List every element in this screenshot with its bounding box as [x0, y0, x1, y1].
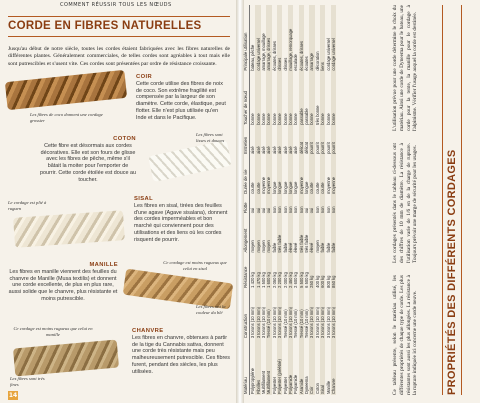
table-cell: drisses [277, 5, 282, 72]
table-cell: élevé [309, 214, 314, 253]
table-cell: bonne [320, 72, 325, 126]
table-cell: aisé [250, 146, 256, 154]
table-cell: décoration [314, 51, 320, 71]
table-cell: non [314, 206, 320, 214]
chanvre-caption-2: Les fibres sont très fines [10, 376, 45, 387]
coton-text: Cette fibre est désormais aux cordes décoratives. Elle est son fours de glisse avec les fibres de pêche, même s'il bâtait la moiter pour l'emporter de pourrir. Cette corde étoilée est douce au toucher. [40, 142, 136, 183]
table-cell: 6 500 kg [304, 272, 310, 288]
table-cell: oui [304, 207, 310, 214]
table-header-cell: Allongement [242, 214, 250, 253]
rotated-table-page [236, 0, 472, 403]
table-cell: délicat [299, 126, 304, 155]
table-cell: non [288, 195, 293, 214]
table-cell: faible [282, 242, 288, 253]
table-cell: courte [250, 182, 256, 194]
table-cell: 250 kg [309, 254, 314, 289]
table-header-cell: Toucher de nœud [242, 72, 250, 126]
table-row [331, 5, 336, 395]
table-cell: moyen [250, 240, 256, 253]
table-cell: Manille [325, 381, 331, 394]
table-cell: 3 torons (10 mm) [250, 306, 256, 339]
table-cell: Polyamide [293, 374, 299, 394]
title-rule-bottom [8, 36, 230, 37]
table-cell: pourrit [331, 126, 336, 155]
table-intro-b: Les cordages présentés dans le tableau ci-dessous ont des chiffres de 10 mm de diamètre. La résistance à l'utilisation varie de 1/6 en de la charge de rupture. Toujours prévoir une marge de sécurité pour les usages. [392, 143, 419, 263]
table-cell: 3 torons (10 mm) [331, 289, 336, 339]
table-cell: non [331, 195, 336, 214]
title-rule [442, 5, 443, 395]
properties-table [242, 5, 336, 395]
table-cell: amarrage, mouillage [260, 33, 266, 71]
chanvre-heading: CHANVRE [132, 328, 164, 334]
table-cell: écoutes, drisses [271, 41, 277, 71]
table-cell: 2 200 kg [277, 254, 282, 289]
table-cell: moyenne [325, 177, 331, 194]
sisal-rope-image [13, 210, 125, 248]
table-cell: non [325, 206, 331, 214]
table-cell: longue [277, 155, 282, 195]
running-head: COMMENT RÉUSSIR TOUS LES NŒUDS [60, 2, 172, 8]
table-cell: courte [255, 155, 260, 195]
table-cell: bonne [271, 113, 277, 125]
table-cell: bonne [266, 72, 271, 126]
table-cell: 2 000 kg [282, 272, 288, 288]
table-cell: moyenne [260, 177, 266, 194]
table-cell: longue [288, 155, 293, 195]
table-body [250, 5, 337, 395]
table-cell: 600 kg [320, 254, 325, 289]
chanvre-block [132, 328, 230, 376]
table-cell: amarrage [309, 5, 314, 72]
table-cell: bonne [331, 72, 336, 126]
table-cell: écoutes [304, 56, 310, 71]
table-title: PROPRIÉTÉS DES DIFFÉRENTS CORDAGES [446, 149, 458, 395]
table-cell: Polypropylène [250, 368, 256, 394]
table-cell: 3 torons (10 mm) [325, 306, 331, 339]
table-cell: pourrit [309, 126, 314, 155]
table-cell: très bonne [314, 105, 320, 125]
table-cell: aisé [255, 126, 260, 155]
table-cell: 2 050 kg [271, 272, 277, 288]
table-cell: bonne [293, 113, 299, 125]
table-cell: moyen [260, 240, 266, 253]
table-cell: écoutes, drisses [299, 5, 304, 72]
table-cell: délicat [304, 142, 310, 154]
sisal-text: Les fibres en sisal, tirées des feuilles d'une agave (Agave sisalana), donnent des cordes imperméables et bon marché qui conviennent pour des utilisations et des liens où les cordes risquent de pourrir. [134, 202, 228, 243]
table-cell: longue [282, 181, 288, 194]
table-cell: aisé [260, 146, 266, 154]
table-cell: non [271, 206, 277, 214]
table-cell: Polyester [271, 376, 277, 394]
table-cell: faible [271, 242, 277, 253]
table-cell: Polyester (préétiré) [277, 339, 282, 395]
table-cell: Polyester [282, 376, 288, 394]
table-cell: Aramide [299, 339, 304, 395]
chanvre-caption: Ce cordage est moins rugueux que celui en manille [13, 326, 93, 337]
coton-caption: Les fibres sont lisses et douces [196, 132, 225, 143]
table-cell: cordage universel [331, 5, 336, 72]
table-cell: Tressé (10 mm) [282, 309, 288, 339]
page-title: CORDE EN FIBRES NATURELLES [8, 20, 202, 32]
table-cell: aisé [266, 126, 271, 155]
table-cell: 3 torons (10 mm) [314, 306, 320, 339]
table-cell: non [299, 195, 304, 214]
table-cell: bonne [282, 113, 288, 125]
coir-caption: Les fibres de coco donnent une cordage grossier [30, 112, 103, 123]
table-cell: bonne [277, 72, 282, 126]
table-cell: bonne [288, 72, 293, 126]
coir-block [136, 74, 230, 122]
table-cell: Polyamide [288, 339, 293, 395]
coir-rope-image [5, 70, 127, 110]
table-cell: très faible [304, 234, 310, 253]
intro-paragraph: Jusqu'au début de notre siècle, toutes les cordes étaient fabriquées avec les fibres naturelles de différentes plantes. Généralement commerciales, de telles cordes sont agréables à tout mais elle sont putrescibles et s'usent vite. Ces cordes sont présentées par ordre de résistance croissante. [8, 46, 230, 67]
table-cell: Fibrilles [255, 339, 260, 395]
table-cell: faible [325, 242, 331, 253]
table-cell: longue [271, 181, 277, 194]
table-cell: moyen [255, 214, 260, 253]
table-header-cell: Durée de vie [242, 155, 250, 195]
title-rule-top [8, 16, 230, 17]
coton-heading: COTON [113, 136, 136, 142]
chanvre-rope-image [13, 340, 119, 377]
coton-block [40, 136, 136, 184]
table-cell: très faible [299, 214, 304, 253]
table-cell: 3 torons (10 mm) [271, 306, 277, 339]
table-cell: Tressé (10 mm) [266, 289, 271, 339]
table-cell: longue [304, 181, 310, 194]
table-cell: 1 500 kg [260, 272, 266, 288]
table-header-cell: Matériau [242, 339, 250, 395]
table-cell: passable [299, 72, 304, 126]
table-cell: 400 kg [314, 275, 320, 288]
table-cell: faible [331, 214, 336, 253]
table-cell: amarrage, drisses [266, 5, 271, 72]
table-cell: bonne [325, 113, 331, 125]
table-cell: non [293, 206, 299, 214]
manille-heading: MANILLE [89, 262, 118, 268]
table-cell: non [282, 206, 288, 214]
table-header-cell: Flotte [242, 195, 250, 214]
table-cell: oui [250, 207, 256, 214]
table-cell: courte [314, 182, 320, 194]
table-cell: bonne [309, 72, 314, 126]
table-cell: Tressé (10 mm) [299, 289, 304, 339]
table-cell: mouillage, remorquage [288, 5, 293, 72]
table-cell: bonne [260, 113, 266, 125]
table-cell: aisé [288, 126, 293, 155]
table-cell: Dyneema [304, 376, 310, 394]
table-cell: Coir [309, 339, 314, 395]
sisal-heading: SISAL [134, 196, 154, 202]
table-cell: pourrit [325, 142, 331, 154]
table-cell: Tressé (10 mm) [293, 309, 299, 339]
table-intro-c: L'utilisation prévue pour une corde détermine le choix du matériau. Ainsi une corde de Dyneema pour le bateau, une corde pour la tente, la manille pour le cordage à l'alpinisme. Vérifier l'usage auquel la corde est destinée. [392, 5, 419, 131]
left-page [0, 0, 236, 403]
table-cell: bonne [250, 113, 256, 125]
sisal-block [134, 196, 230, 244]
table-intro-a: Ce tableau présente, selon le matériau utilisé, les différentes propriétés de chaque type de corde. Les plus résistantes sont aussi les plus allongées. La résistance à la rupture indiquée ici concerne une corde neuve. [392, 275, 419, 395]
table-cell: aisé [271, 146, 277, 154]
table-cell: aisé [293, 146, 299, 154]
table-cell: moyen [266, 214, 271, 253]
table-cell: pourrit [320, 126, 325, 155]
table-cell: 3 torons (10 mm) [288, 289, 293, 339]
table-cell: non [277, 195, 282, 214]
table-cell: Tressé (10 mm) [304, 309, 310, 339]
table-header-cell: Construction [242, 289, 250, 339]
table-cell: oui [260, 207, 266, 214]
table-cell: pourrit [314, 142, 320, 154]
table-cell: oui [266, 195, 271, 214]
table-cell: Multifilament [260, 371, 266, 394]
table-cell: 3 torons (10 mm) [309, 289, 314, 339]
table-cell: cordage universel [255, 5, 260, 72]
table-cell: aisé [282, 146, 288, 154]
table-cell: faible [320, 214, 325, 253]
manille-block [8, 262, 118, 303]
table-header-cell: Principale utilisation [242, 5, 250, 72]
table-cell: 1 470 kg [255, 254, 260, 289]
table-cell: courte [309, 155, 314, 195]
coir-heading: COIR [136, 74, 153, 80]
sisal-caption: Le cordage est plié à ruguen [8, 200, 47, 211]
table-cell: 850 kg [331, 254, 336, 289]
table-cell: aisé [277, 126, 282, 155]
table-cell: drisses [282, 57, 288, 71]
table-cell: longue [293, 181, 299, 194]
manille-text: Les fibres en manille viennent des feuilles du chanvre de Manille (Musa textilis) et donnent une corde excellente, de plus en plus rare, aussi solide que le chanvre, plus résistante et moins putrescible. [8, 268, 118, 302]
coir-text: Cette corde utilise des fibres de noix de coco. Son extrême fragilité est compensée par la largeur de son diamètre. Cette corde, élastique, peut flotter. Elle n'est plus utilisée qu'en Inde et dans le Pacifique. [136, 80, 226, 121]
table-cell: 800 kg [325, 275, 331, 288]
table-cell: oui [255, 195, 260, 214]
table-cell: escalade [293, 54, 299, 71]
table-cell: moyenne [266, 155, 271, 195]
table-cell: bonne [255, 72, 260, 126]
table-cell: bateau, pêche [250, 44, 256, 71]
table-cell: élevé [293, 242, 299, 253]
table-cell: 1 600 kg [266, 254, 271, 289]
table-cell: Chanvre [331, 339, 336, 395]
table-cell: non [320, 195, 325, 214]
table-cell: passable [304, 108, 310, 125]
table-cell: oui [309, 195, 314, 214]
table-header-cell: Résistance [242, 254, 250, 289]
coton-rope-image [148, 140, 232, 182]
title-rule-2 [461, 5, 462, 395]
table-cell: 3 torons (10 mm) [277, 289, 282, 339]
table-header-cell: Entretien [242, 126, 250, 155]
table-header-row [242, 5, 250, 395]
table-cell: moyen [314, 240, 320, 253]
page-number: 14 [8, 392, 18, 399]
table-cell: 1 420 kg [250, 272, 256, 288]
table-cell: courte [320, 155, 325, 195]
table-cell: Sisal [320, 339, 325, 395]
table-cell: 2 600 kg [293, 272, 299, 288]
table-cell: cordage universel [325, 38, 331, 71]
table-cell: 5 500 kg [299, 254, 304, 289]
table-cell: moyenne [299, 155, 304, 195]
table-cell: 3 torons (10 mm) [260, 306, 266, 339]
table-cell: 3 torons (10 mm) [320, 289, 325, 339]
table-cell: Coton [314, 383, 320, 394]
table-cell: liens [320, 5, 325, 72]
manille-caption: Ce cordage est moins rugueux que celui en sisal [163, 260, 227, 271]
table-cell: 2 450 kg [288, 254, 293, 289]
table-cell: 3 torons (10 mm) [255, 289, 260, 339]
manille-caption-2: Les fibres ont la couleur du blé [196, 304, 226, 315]
table-cell: moyenne [331, 155, 336, 195]
table-cell: élevé [288, 214, 293, 253]
table-cell: très faible [277, 214, 282, 253]
table-cell: Multifilament [266, 339, 271, 395]
chanvre-text: Les fibres en chanvre, obtenues à partir de la tige du Cannabis sativa, donnent une corde très résistante mais peu malheureusement putrescible. Ces fibres furent, pendant des siècles, les plus utilisées. [132, 334, 230, 375]
